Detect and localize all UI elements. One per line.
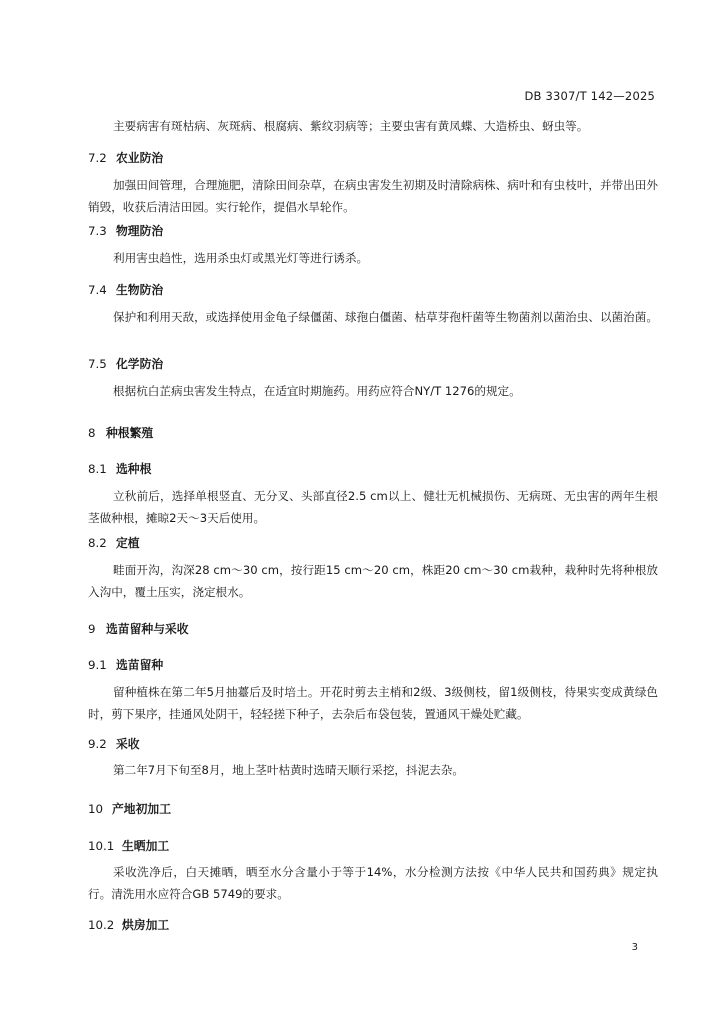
section-title: 农业防治 [116, 151, 164, 165]
section-8-2-paragraph: 畦面开沟，沟深28 cm～30 cm，按行距15 cm～20 cm，株距20 cm～30 cm栽种，栽种时先将种根放入沟中，覆土压实，浇定根水。 [88, 563, 658, 599]
section-number: 9 [88, 622, 96, 636]
section-title: 种根繁殖 [106, 426, 154, 440]
section-number: 9.1 [88, 658, 107, 672]
section-7-2-paragraph: 加强田间管理，合理施肥，清除田间杂草，在病虫害发生初期及时清除病株、病叶和有虫枝叶，并带出田外销毁，收获后清洁田园。实行轮作，提倡水旱轮作。 [88, 178, 658, 214]
page-number: 3 [631, 942, 638, 953]
section-9-1-heading [88, 657, 163, 673]
section-8-1-paragraph: 立秋前后，选择单根竖直、无分叉、头部直径2.5 cm以上、健壮无机械损伤、无病斑、无虫害的两年生根茎做种根，摊晾2天～3天后使用。 [88, 489, 658, 525]
section-7-4-heading [88, 282, 163, 298]
section-number: 10.2 [88, 918, 115, 932]
section-7-2-heading [88, 150, 163, 166]
section-title: 物理防治 [116, 224, 164, 238]
section-10-1-heading [88, 838, 169, 854]
section-10-heading [88, 801, 171, 817]
section-title: 采收 [116, 737, 140, 751]
section-number: 8 [88, 426, 96, 440]
section-number: 10 [88, 802, 104, 816]
section-7-3-paragraph: 利用害虫趋性，选用杀虫灯或黑光灯等进行诱杀。 [113, 251, 369, 265]
section-7-5-paragraph: 根据杭白芷病虫害发生特点，在适宜时期施药。用药应符合NY/T 1276的规定。 [113, 384, 521, 398]
section-title: 生物防治 [116, 283, 164, 297]
section-title: 选苗留种与采收 [106, 622, 189, 636]
section-number: 10.1 [88, 839, 115, 853]
section-7-3-heading [88, 223, 163, 239]
section-7-4-paragraph: 保护和利用天敌，或选择使用金龟子绿僵菌、球孢白僵菌、枯草芽孢杆菌等生物菌剂以菌治虫、以菌治菌。 [113, 310, 658, 324]
section-title: 生晒加工 [122, 839, 170, 853]
section-title: 烘房加工 [122, 918, 170, 932]
section-number: 8.1 [88, 462, 107, 476]
section-8-1-heading [88, 461, 151, 477]
section-title: 产地初加工 [112, 802, 171, 816]
section-number: 7.2 [88, 151, 107, 165]
section-number: 7.5 [88, 357, 107, 371]
section-title: 选苗留种 [116, 658, 164, 672]
section-number: 7.4 [88, 283, 107, 297]
section-9-2-paragraph: 第二年7月下旬至8月，地上茎叶枯黄时选晴天顺行采挖，抖泥去杂。 [113, 763, 464, 777]
section-number: 7.3 [88, 224, 107, 238]
pest-list-paragraph: 主要病害有斑枯病、灰斑病、根腐病、紫纹羽病等；主要虫害有黄凤蝶、大造桥虫、蚜虫等。 [113, 119, 589, 133]
section-9-heading [88, 621, 189, 637]
section-number: 8.2 [88, 536, 107, 550]
section-10-2-heading [88, 917, 169, 933]
section-title: 定植 [116, 536, 140, 550]
section-title: 选种根 [116, 462, 152, 476]
section-number: 9.2 [88, 737, 107, 751]
section-8-heading [88, 425, 153, 441]
section-8-2-heading [88, 535, 140, 551]
section-7-5-heading [88, 356, 163, 372]
section-9-2-heading [88, 736, 140, 752]
section-10-1-paragraph: 采收洗净后，白天摊晒，晒至水分含量小于等于14%，水分检测方法按《中华人民共和国药典》规定执行。清洗用水应符合GB 5749的要求。 [88, 865, 658, 901]
section-title: 化学防治 [116, 357, 164, 371]
document-code: DB 3307/T 142—2025 [524, 89, 655, 103]
section-9-1-paragraph: 留种植株在第二年5月抽薹后及时培土。开花时剪去主梢和2级、3级侧枝，留1级侧枝，待果实变成黄绿色时，剪下果序，挂通风处阴干，轻轻搓下种子，去杂后布袋包装，置通风干燥处贮藏。 [88, 685, 658, 721]
